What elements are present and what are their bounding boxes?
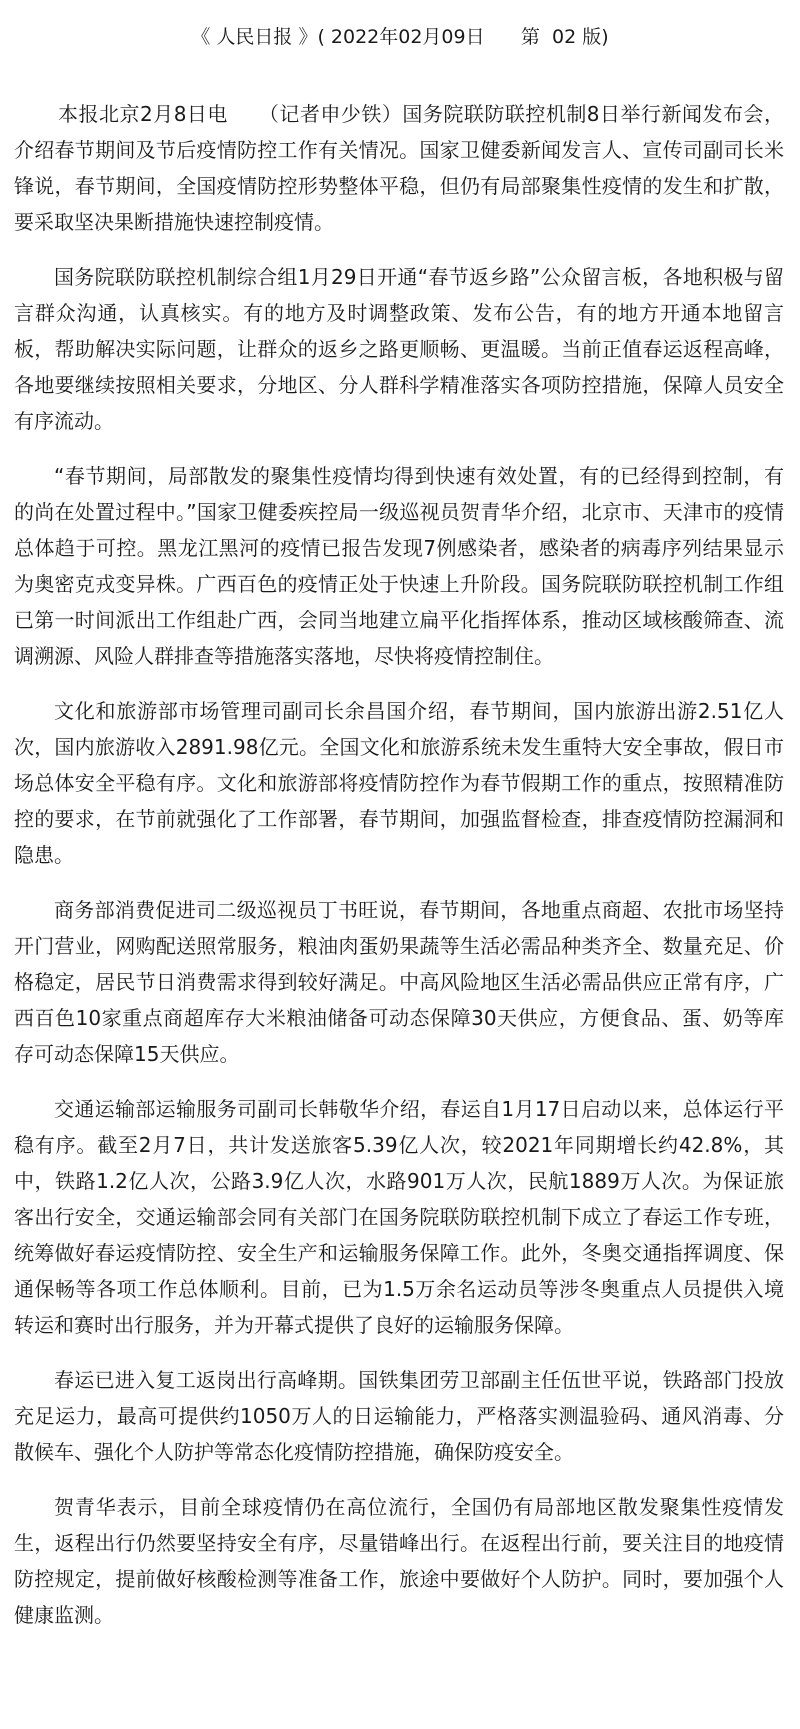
article-paragraph: “春节期间，局部散发的聚集性疫情均得到快速有效处置，有的已经得到控制，有的尚在处置过程中。”国家卫健委疾控局一级巡视员贺青华介绍，北京市、天津市的疫情总体趋于可控。黑龙江黑河的疫情已报告发现7例感染者，感染者的病毒序列结果显示为奥密克戎变异株。广西百色的疫情正处于快速上升阶段。国务院联防联控机制工作组已第一时间派出工作组赴广西，会同当地建立扁平化指挥体系，推动区域核酸筛查、流调溯源、风险人群排查等措施落实落地，尽快将疫情控制住。 [14, 464, 784, 668]
article-paragraph: 商务部消费促进司二级巡视员丁书旺说，春节期间，各地重点商超、农批市场坚持开门营业，网购配送照常服务，粮油肉蛋奶果蔬等生活必需品种类齐全、数量充足、价格稳定，居民节日消费需求得到较好满足。中高风险地区生活必需品供应正常有序，广西百色10家重点商超库存大米粮油储备可动态保障30天供应，方便食品、蛋、奶等库存可动态保障15天供应。 [14, 898, 784, 1066]
article-paragraph: 春运已进入复工返岗出行高峰期。国铁集团劳卫部副主任伍世平说，铁路部门投放充足运力，最高可提供约1050万人的日运输能力，严格落实测温验码、通风消毒、分散候车、强化个人防护等常态化疫情防控措施，确保防疫安全。 [14, 1368, 784, 1464]
page-label: 第 [520, 26, 540, 48]
article-paragraph: 贺青华表示，目前全球疫情仍在高位流行，全国仍有局部地区散发聚集性疫情发生，返程出行仍然要坚持安全有序，尽量错峰出行。在返程出行前，要关注目的地疫情防控规定，提前做好核酸检测等准备工作，旅途中要做好个人防护。同时，要加强个人健康监测。 [14, 1495, 784, 1627]
page-header [0, 24, 800, 50]
article-paragraph: 交通运输部运输服务司副司长韩敬华介绍，春运自1月17日启动以来，总体运行平稳有序。截至2月7日，共计发送旅客5.39亿人次，较2021年同期增长约42.8%，其中，铁路1.2亿人次，公路3.9亿人次，水路901万人次，民航1889万人次。为保证旅客出行安全，交通运输部会同有关部门在国务院联防联控机制下成立了春运工作专班，统筹做好春运疫情防控、安全生产和运输服务保障工作。此外，冬奥交通指挥调度、保通保畅等各项工作总体顺利。目前，已为1.5万余名运动员等涉冬奥重点人员提供入境转运和赛时出行服务，并为开幕式提供了良好的运输服务保障。 [14, 1097, 784, 1337]
article-body [14, 96, 784, 1652]
publication-date: ( 2022年02月09日 [317, 26, 485, 48]
page-suffix: 版) [582, 26, 609, 48]
article-paragraph: 国务院联防联控机制综合组1月29日开通“春节返乡路”公众留言板，各地积极与留言群众沟通，认真核实。有的地方及时调整政策、发布公告，有的地方开通本地留言板，帮助解决实际问题，让群众的返乡之路更顺畅、更温暖。当前正值春运返程高峰，各地要继续按照相关要求，分地区、分人群科学精准落实各项防控措施，保障人员安全有序流动。 [14, 265, 784, 433]
article-paragraph: 文化和旅游部市场管理司副司长余昌国介绍，春节期间，国内旅游出游2.51亿人次，国内旅游收入2891.98亿元。全国文化和旅游系统未发生重特大安全事故，假日市场总体安全平稳有序。文化和旅游部将疫情防控作为春节假期工作的重点，按照精准防控的要求，在节前就强化了工作部署，春节期间，加强监督检查，排查疫情防控漏洞和隐患。 [14, 699, 784, 867]
publication-name: 《 人民日报 》 [191, 26, 318, 48]
page-number: 02 [551, 26, 577, 48]
article-paragraph: 本报北京2月8日电 （记者申少铁）国务院联防联控机制8日举行新闻发布会，介绍春节期间及节后疫情防控工作有关情况。国家卫健委新闻发言人、宣传司副司长米锋说，春节期间，全国疫情防控形势整体平稳，但仍有局部聚集性疫情的发生和扩散，要采取坚决果断措施快速控制疫情。 [14, 102, 784, 234]
